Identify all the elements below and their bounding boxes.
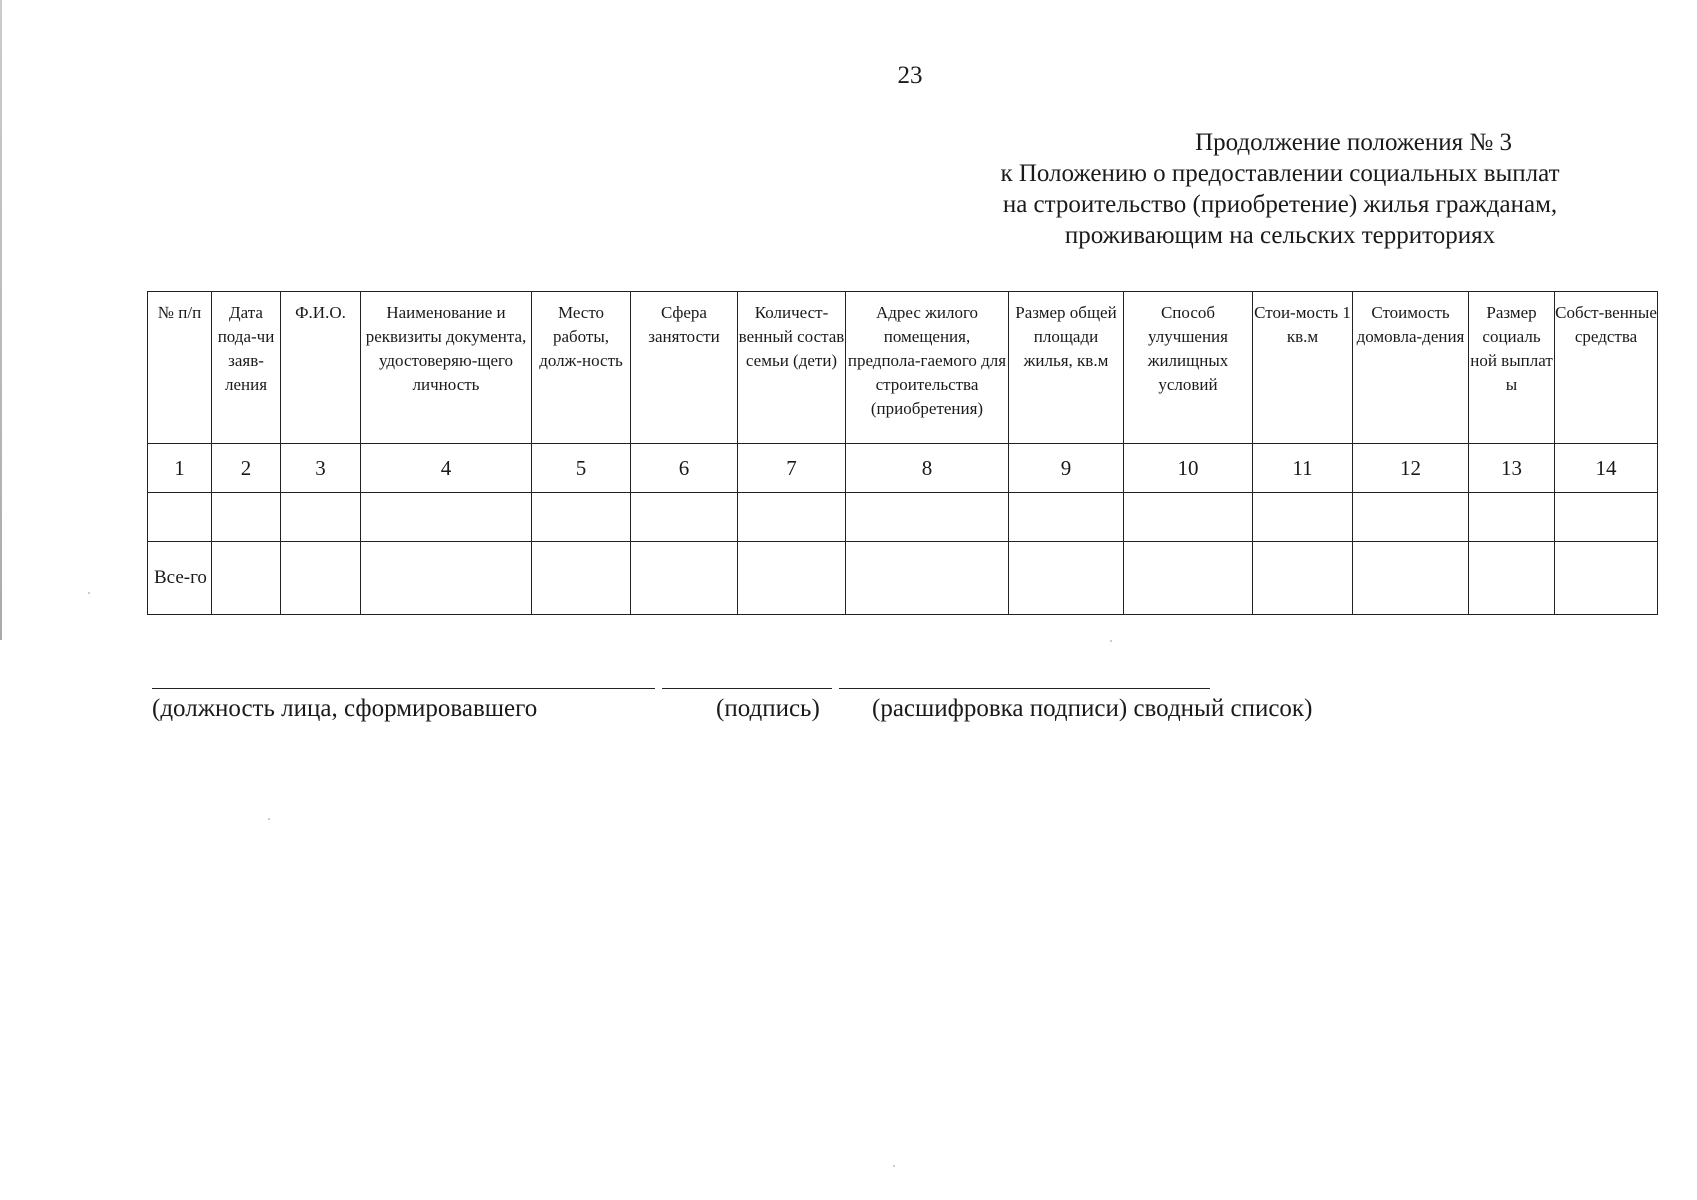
page-number: 23 [897, 62, 923, 89]
column-number-cell: 4 [361, 444, 532, 493]
empty-cell [1009, 493, 1124, 542]
register-table [147, 291, 1658, 615]
empty-cell [1124, 542, 1253, 615]
header-cell-7: Количест-венный состав семьи (дети) [738, 292, 846, 444]
header-cell-9: Размер общей площади жилья, кв.м [1009, 292, 1124, 444]
total-label: Все-го [148, 542, 212, 615]
empty-cell [361, 542, 532, 615]
scan-speck [88, 592, 90, 594]
scan-speck [893, 1165, 895, 1167]
header-cell-8: Адрес жилого помещения, предпола-гаемого для строительства (приобретения) [846, 292, 1009, 444]
header-cell-10: Способ улучшения жилищных условий [1124, 292, 1253, 444]
heading-line-1: Продолжение положения № 3 [1195, 129, 1512, 156]
empty-cell [1353, 542, 1469, 615]
scan-speck [1110, 640, 1112, 642]
empty-cell [631, 542, 738, 615]
empty-cell [1469, 542, 1555, 615]
empty-cell [361, 493, 532, 542]
column-number-cell: 11 [1253, 444, 1353, 493]
empty-cell [1253, 542, 1353, 615]
empty-cell [1555, 493, 1658, 542]
header-cell-2: Дата пода-чи заяв-ления [212, 292, 281, 444]
position-signature-line [152, 688, 655, 689]
scan-edge [0, 0, 2, 640]
heading-line-2: к Положению о предоставлении социальных выплат [1000, 160, 1560, 187]
column-number-cell: 7 [738, 444, 846, 493]
empty-cell [1009, 542, 1124, 615]
position-caption: (должность лица, сформировавшего [152, 695, 538, 722]
column-number-cell: 12 [1353, 444, 1469, 493]
header-cell-4: Наименование и реквизиты документа, удостоверяю-щего личность [361, 292, 532, 444]
empty-cell [1469, 493, 1555, 542]
header-cell-1: № п/п [148, 292, 212, 444]
empty-cell [532, 493, 631, 542]
column-number-cell: 1 [148, 444, 212, 493]
empty-cell [212, 493, 281, 542]
column-number-cell: 10 [1124, 444, 1253, 493]
empty-cell [281, 542, 361, 615]
column-number-cell: 2 [212, 444, 281, 493]
header-cell-13: Размер социаль ной выплат ы [1469, 292, 1555, 444]
empty-cell [212, 542, 281, 615]
header-cell-5: Место работы, долж-ность [532, 292, 631, 444]
signature-caption: (подпись) [716, 695, 820, 722]
signature-line [662, 688, 832, 689]
empty-cell [846, 542, 1009, 615]
column-number-cell: 3 [281, 444, 361, 493]
header-cell-12: Стоимость домовла-дения [1353, 292, 1469, 444]
column-number-row [148, 444, 1658, 493]
column-number-cell: 9 [1009, 444, 1124, 493]
heading-line-4: проживающим на сельских территориях [1064, 222, 1496, 249]
header-cell-3: Ф.И.О. [281, 292, 361, 444]
header-cell-11: Стои-мость 1 кв.м [1253, 292, 1353, 444]
header-cell-6: Сфера занятости [631, 292, 738, 444]
column-number-cell: 14 [1555, 444, 1658, 493]
decoding-signature-line [839, 688, 1210, 689]
empty-cell [846, 493, 1009, 542]
empty-cell [1555, 542, 1658, 615]
scan-speck [268, 818, 270, 820]
empty-cell [1353, 493, 1469, 542]
column-number-cell: 13 [1469, 444, 1555, 493]
empty-cell [1253, 493, 1353, 542]
heading-line-3: на строительство (приобретение) жилья гражданам, [1002, 191, 1558, 218]
decoding-caption: (расшифровка подписи) сводный список) [872, 695, 1313, 722]
empty-cell [532, 542, 631, 615]
header-cell-14: Собст-венные средства [1555, 292, 1658, 444]
column-number-cell: 6 [631, 444, 738, 493]
column-number-cell: 8 [846, 444, 1009, 493]
header-row [148, 292, 1658, 444]
appendix-heading [940, 127, 1620, 251]
column-number-cell: 5 [532, 444, 631, 493]
empty-cell [281, 493, 361, 542]
empty-cell [738, 493, 846, 542]
empty-cell [1124, 493, 1253, 542]
empty-cell [148, 493, 212, 542]
total-row [148, 542, 1658, 615]
empty-cell [631, 493, 738, 542]
empty-cell [738, 542, 846, 615]
empty-data-row [148, 493, 1658, 542]
